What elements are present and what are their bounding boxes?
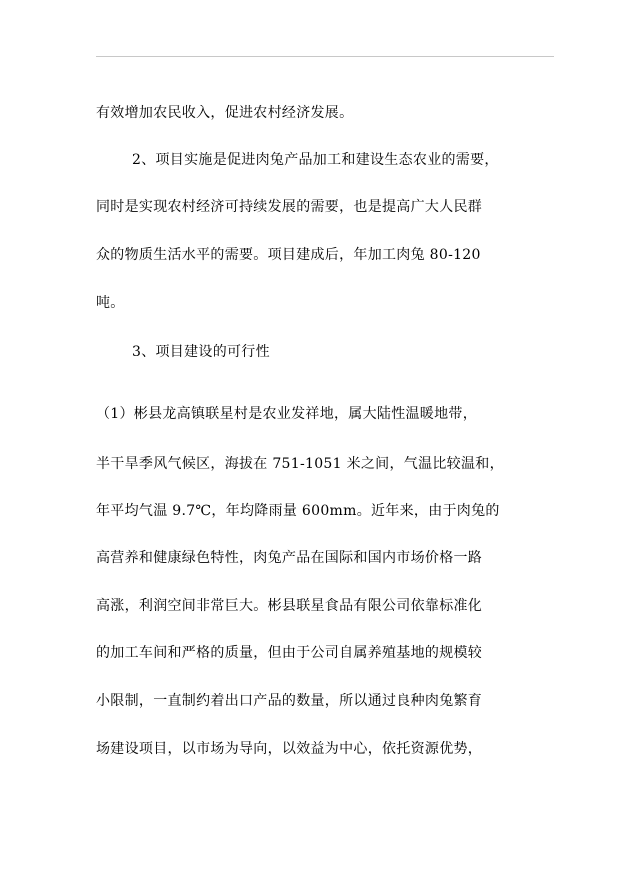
text-line: 场建设项目，以市场为导向，以效益为中心，依托资源优势， xyxy=(96,741,483,757)
text-line: 众的物质生活水平的需要。项目建成后，年加工肉兔 80-120 xyxy=(96,247,481,263)
text-line: 3、项目建设的可行性 xyxy=(132,344,270,360)
text-line: 高涨，利润空间非常巨大。彬县联星食品有限公司依靠标准化 xyxy=(96,598,483,614)
text-line: （1）彬县龙高镇联星村是农业发祥地，属大陆性温暖地带， xyxy=(96,406,478,422)
text-line: 有效增加农民收入，促进农村经济发展。 xyxy=(96,105,354,121)
text-line: 2、项目实施是促进肉兔产品加工和建设生态农业的需要， xyxy=(132,152,499,168)
text-line: 小限制，一直制约着出口产品的数量，所以通过良种肉兔繁育 xyxy=(96,693,483,709)
text-line: 年平均气温 9.7℃，年均降雨量 600mm。近年来，由于肉兔的 xyxy=(96,503,500,519)
text-line: 高营养和健康绿色特性，肉兔产品在国际和国内市场价格一路 xyxy=(96,550,483,566)
text-line: 吨。 xyxy=(96,295,125,311)
text-line: 的加工车间和严格的质量，但由于公司自属养殖基地的规模较 xyxy=(96,645,483,661)
text-line: 同时是实现农村经济可持续发展的需要，也是提高广大人民群 xyxy=(96,199,483,215)
text-line: 半干旱季风气候区，海拔在 751-1051 米之间，气温比较温和， xyxy=(96,456,504,472)
header-rule xyxy=(96,56,554,57)
